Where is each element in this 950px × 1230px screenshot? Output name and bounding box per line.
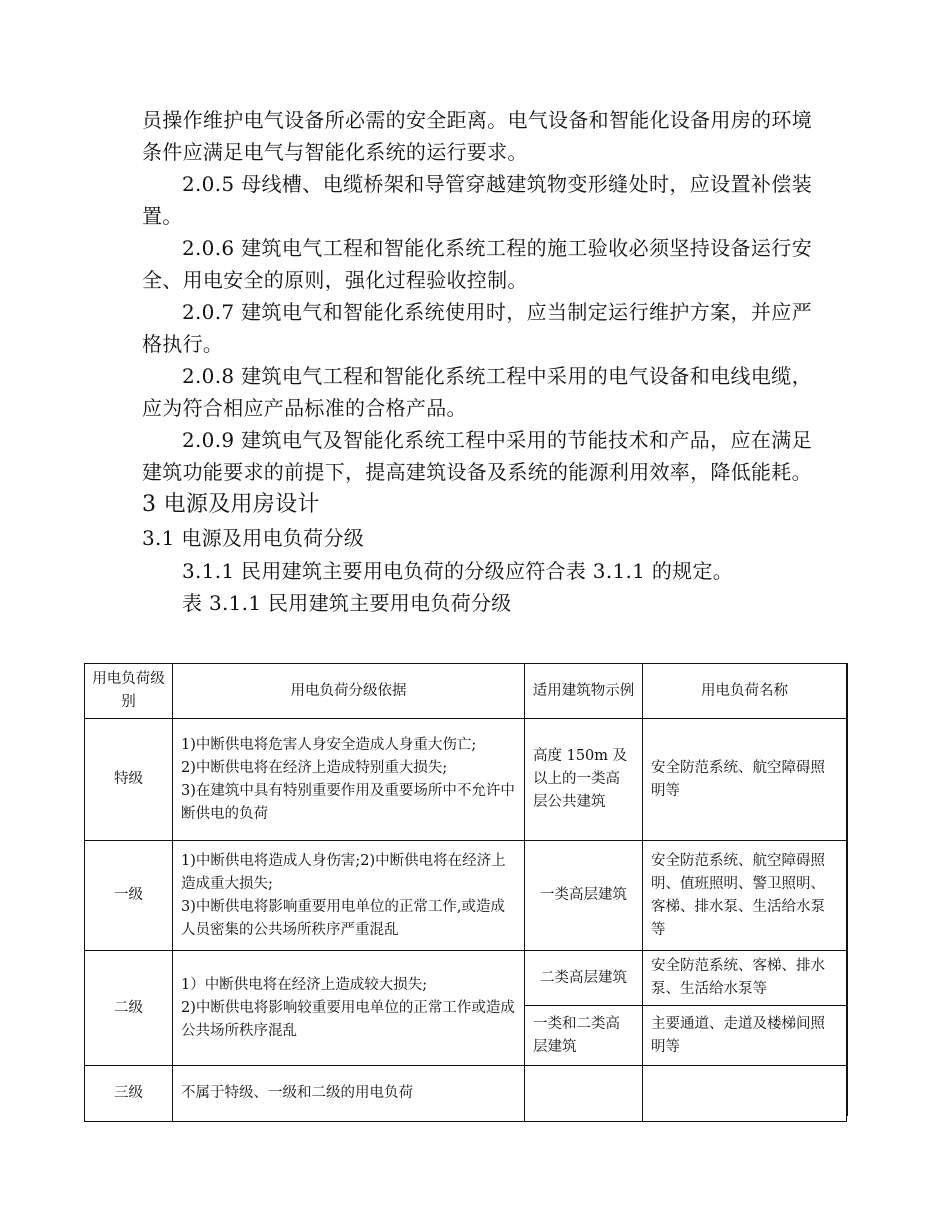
cell-level: 三级 xyxy=(85,1066,173,1122)
paragraph-continuation: 员操作维护电气设备所必需的安全距离。电气设备和智能化设备用房的环境条件应满足电气与智能化系统的运行要求。 xyxy=(142,108,812,164)
section-title: 3.1 电源及用电负荷分级 xyxy=(142,526,365,550)
cell-example: 高度 150m 及以上的一类高层公共建筑 xyxy=(525,719,643,841)
paragraph-2-0-5: 2.0.5 母线槽、电缆桥架和导管穿越建筑物变形缝处时，应设置补偿装置。 xyxy=(142,172,812,228)
table-caption: 表 3.1.1 民用建筑主要用电负荷分级 xyxy=(182,591,512,615)
cell-names xyxy=(643,1066,847,1122)
table-row xyxy=(85,1066,847,1122)
cell-example: 一类高层建筑 xyxy=(525,841,643,951)
table-double-border xyxy=(847,663,848,1116)
basis-line: 2)中断供电将影响较重要用电单位的正常工作或造成公共场所秩序混乱 xyxy=(181,999,515,1039)
cell-example xyxy=(525,1066,643,1122)
cell-names: 安全防范系统、航空障碍照明、值班照明、警卫照明、客梯、排水泵、生活给水泵等 xyxy=(643,841,847,951)
paragraph-2-0-6: 2.0.6 建筑电气工程和智能化系统工程的施工验收必须坚持设备运行安全、用电安全的原则，强化过程验收控制。 xyxy=(142,236,812,292)
table-header-row xyxy=(85,664,847,719)
header-example: 适用建筑物示例 xyxy=(525,664,643,719)
cell-example: 二类高层建筑 xyxy=(525,951,643,1006)
basis-line: 1）中断供电将在经济上造成较大损失; xyxy=(181,976,428,993)
paragraph-2-0-9: 2.0.9 建筑电气及智能化系统工程中采用的节能技术和产品，应在满足建筑功能要求的前提下，提高建筑设备及系统的能源利用效率，降低能耗。 xyxy=(142,428,812,484)
basis-line: 1)中断供电将造成人身伤害;2)中断供电将在经济上造成重大损失; xyxy=(181,852,506,892)
cell-basis xyxy=(173,719,525,841)
paragraph-2-0-7: 2.0.7 建筑电气和智能化系统使用时，应当制定运行维护方案，并应严格执行。 xyxy=(142,300,812,356)
basis-line: 3)中断供电将影响重要用电单位的正常工作,或造成人员密集的公共场所秩序严重混乱 xyxy=(181,898,505,938)
header-names: 用电负荷名称 xyxy=(643,664,847,719)
clause-3-1-1: 3.1.1 民用建筑主要用电负荷的分级应符合表 3.1.1 的规定。 xyxy=(182,559,734,583)
cell-basis: 不属于特级、一级和二级的用电负荷 xyxy=(173,1066,525,1122)
basis-line: 3)在建筑中具有特别重要作用及重要场所中不允许中断供电的负荷 xyxy=(181,782,515,822)
cell-example: 一类和二类高层建筑 xyxy=(525,1006,643,1066)
load-classification-table xyxy=(84,663,847,1122)
body-text xyxy=(142,104,812,619)
cell-level: 特级 xyxy=(85,719,173,841)
basis-line: 1)中断供电将危害人身安全造成人身重大伤亡; xyxy=(181,736,477,753)
table-row xyxy=(85,951,847,1006)
cell-names: 安全防范系统、航空障碍照明等 xyxy=(643,719,847,841)
table-row xyxy=(85,719,847,841)
cell-level: 一级 xyxy=(85,841,173,951)
cell-level: 二级 xyxy=(85,951,173,1066)
cell-basis xyxy=(173,841,525,951)
cell-names: 安全防范系统、客梯、排水泵、生活给水泵等 xyxy=(643,951,847,1006)
table-row xyxy=(85,841,847,951)
cell-basis xyxy=(173,951,525,1066)
header-basis: 用电负荷分级依据 xyxy=(173,664,525,719)
paragraph-2-0-8: 2.0.8 建筑电气工程和智能化系统工程中采用的电气设备和电线电缆，应为符合相应产品标准的合格产品。 xyxy=(142,364,812,420)
chapter-title: 3 电源及用房设计 xyxy=(142,492,320,517)
basis-line: 2)中断供电将在经济上造成特别重大损失; xyxy=(181,759,448,776)
cell-names: 主要通道、走道及楼梯间照明等 xyxy=(643,1006,847,1066)
header-level: 用电负荷级别 xyxy=(85,664,173,719)
